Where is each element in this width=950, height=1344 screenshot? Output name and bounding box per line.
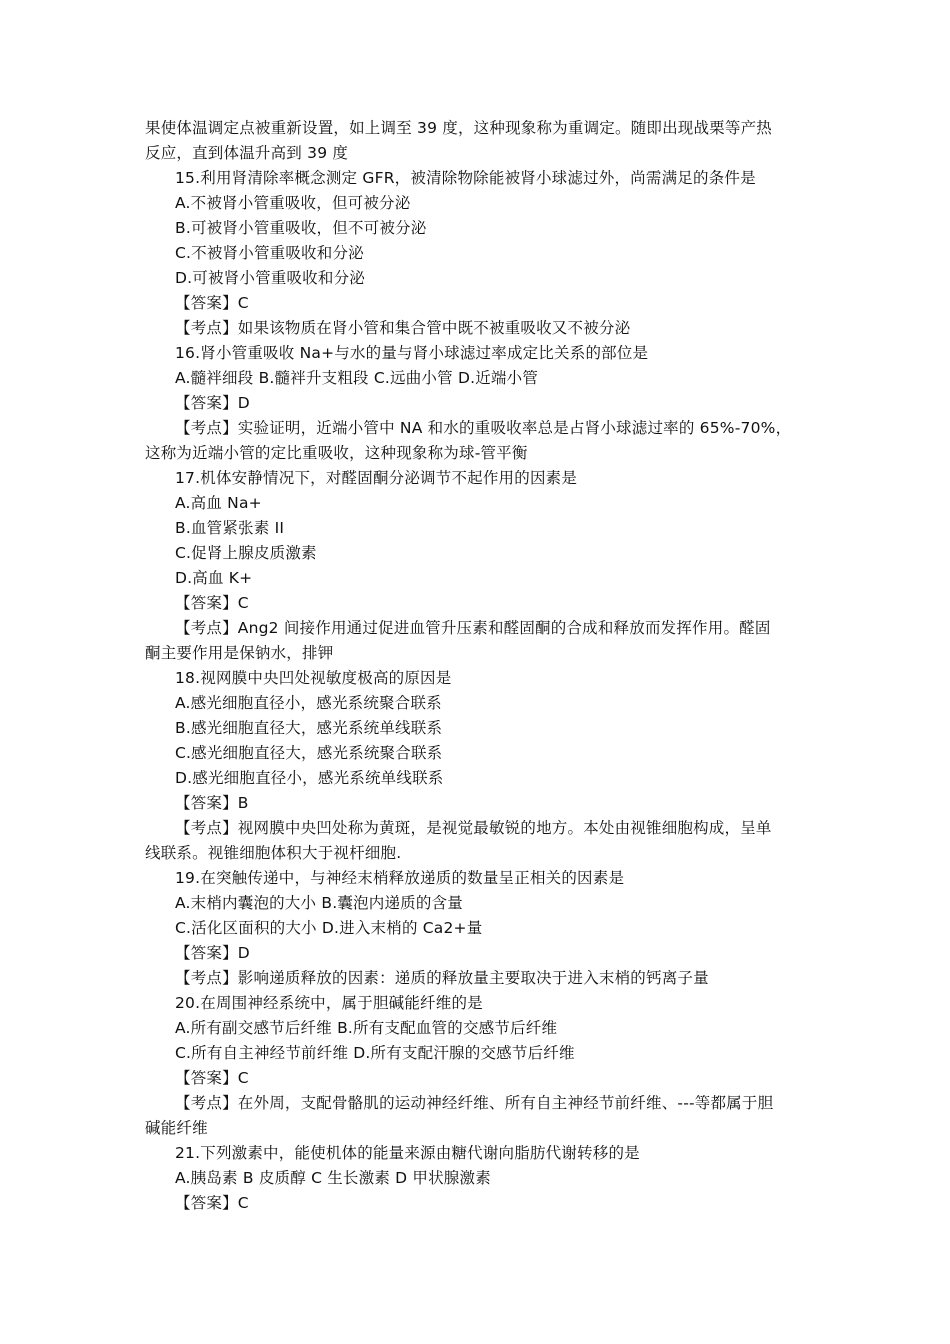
question-21: 21.下列激素中，能使机体的能量来源由糖代谢向脂肪代谢转移的是 xyxy=(175,1144,640,1162)
key-point: 【考点】实验证明，近端小管中 NA 和水的重吸收率总是占肾小球滤过率的 65%-70%， xyxy=(175,419,792,437)
key-point: 【考点】影响递质释放的因素：递质的释放量主要取决于进入末梢的钙离子量 xyxy=(175,969,709,987)
answer: 【答案】C xyxy=(175,294,249,312)
text-line: 反应，直到体温升高到 39 度 xyxy=(145,144,349,162)
option-d: D.高血 K+ xyxy=(175,569,253,587)
option-d: D.可被肾小管重吸收和分泌 xyxy=(175,269,365,287)
key-point: 【考点】视网膜中央凹处称为黄斑，是视觉最敏锐的地方。本处由视锥细胞构成，呈单 xyxy=(175,819,772,837)
answer: 【答案】B xyxy=(175,794,249,812)
text-line: 果使体温调定点被重新设置，如上调至 39 度，这种现象称为重调定。随即出现战栗等产热 xyxy=(145,119,772,137)
answer: 【答案】D xyxy=(175,944,250,962)
key-point: 【考点】如果该物质在肾小管和集合管中既不被重吸收又不被分泌 xyxy=(175,319,631,337)
key-point-continued: 碱能纤维 xyxy=(145,1119,208,1137)
answer: 【答案】D xyxy=(175,394,250,412)
option-b: B.可被肾小管重吸收，但不可被分泌 xyxy=(175,219,427,237)
option-b: B.血管紧张素 II xyxy=(175,519,285,537)
options: A.胰岛素 B 皮质醇 C 生长激素 D 甲状腺激素 xyxy=(175,1169,491,1187)
option-c: C.感光细胞直径大，感光系统聚合联系 xyxy=(175,744,443,762)
question-19: 19.在突触传递中，与神经末梢释放递质的数量呈正相关的因素是 xyxy=(175,869,625,887)
option-d: D.感光细胞直径小，感光系统单线联系 xyxy=(175,769,444,787)
option-b: B.感光细胞直径大，感光系统单线联系 xyxy=(175,719,443,737)
question-15: 15.利用肾清除率概念测定 GFR，被清除物除能被肾小球滤过外，尚需满足的条件是 xyxy=(175,169,756,187)
option-a: A.高血 Na+ xyxy=(175,494,262,512)
options: A.末梢内囊泡的大小 B.囊泡内递质的含量 xyxy=(175,894,463,912)
option-c: C.促肾上腺皮质激素 xyxy=(175,544,317,562)
key-point: 【考点】在外周，支配骨骼肌的运动神经纤维、所有自主神经节前纤维、---等都属于胆 xyxy=(175,1094,774,1112)
options: A.所有副交感节后纤维 B.所有支配血管的交感节后纤维 xyxy=(175,1019,558,1037)
options: C.所有自主神经节前纤维 D.所有支配汗腺的交感节后纤维 xyxy=(175,1044,575,1062)
options: C.活化区面积的大小 D.进入末梢的 Ca2+量 xyxy=(175,919,483,937)
question-16: 16.肾小管重吸收 Na+与水的量与肾小球滤过率成定比关系的部位是 xyxy=(175,344,649,362)
answer: 【答案】C xyxy=(175,1069,249,1087)
key-point: 【考点】Ang2 间接作用通过促进血管升压素和醛固酮的合成和释放而发挥作用。醛固 xyxy=(175,619,771,637)
option-c: C.不被肾小管重吸收和分泌 xyxy=(175,244,364,262)
options: A.髓袢细段 B.髓袢升支粗段 C.远曲小管 D.近端小管 xyxy=(175,369,539,387)
answer: 【答案】C xyxy=(175,1194,249,1212)
question-17: 17.机体安静情况下，对醛固酮分泌调节不起作用的因素是 xyxy=(175,469,578,487)
question-18: 18.视网膜中央凹处视敏度极高的原因是 xyxy=(175,669,452,687)
key-point-continued: 这称为近端小管的定比重吸收，这种现象称为球-管平衡 xyxy=(145,444,528,462)
answer: 【答案】C xyxy=(175,594,249,612)
option-a: A.感光细胞直径小，感光系统聚合联系 xyxy=(175,694,442,712)
question-20: 20.在周围神经系统中，属于胆碱能纤维的是 xyxy=(175,994,483,1012)
option-a: A.不被肾小管重吸收，但可被分泌 xyxy=(175,194,411,212)
key-point-continued: 线联系。视锥细胞体积大于视杆细胞. xyxy=(145,844,402,862)
key-point-continued: 酮主要作用是保钠水，排钾 xyxy=(145,644,334,662)
